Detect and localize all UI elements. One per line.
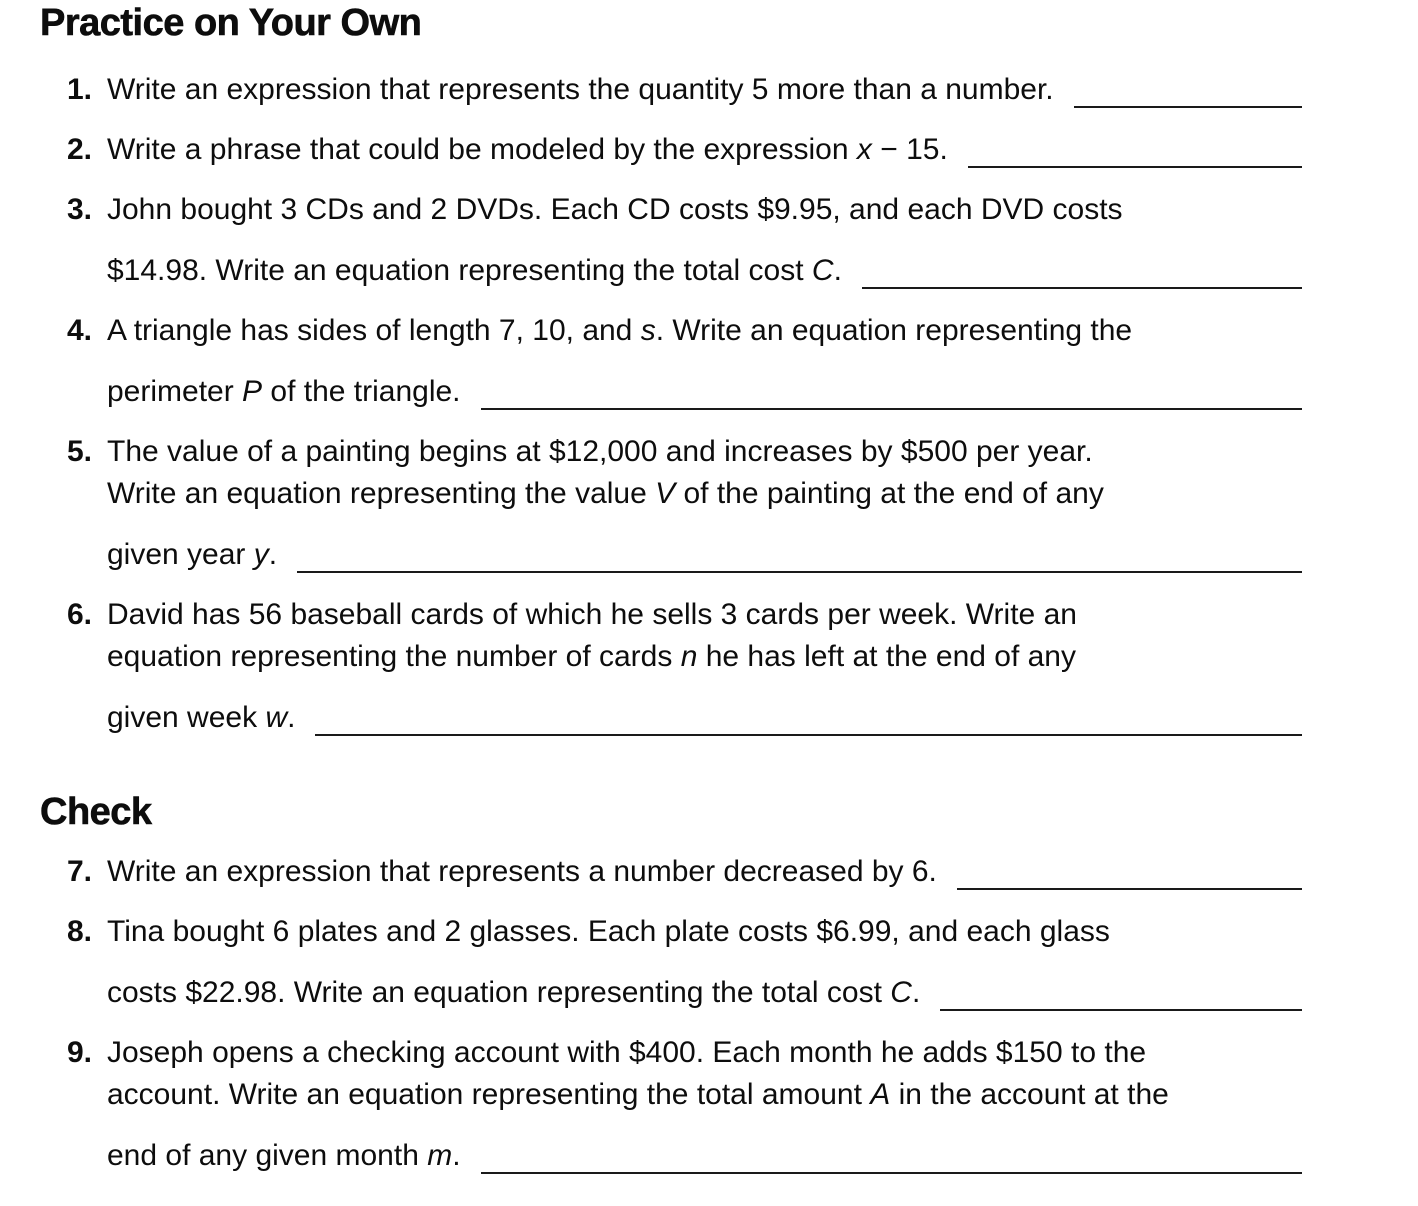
text-segment: A triangle has sides of length 7, 10, and	[107, 314, 641, 347]
problem-number: 6.	[66, 598, 92, 631]
problem-text	[107, 594, 1077, 636]
math-variable: C	[811, 254, 834, 287]
text-segment: of the painting at the end of any	[675, 477, 1104, 510]
problem-line	[107, 911, 1302, 953]
problem-body	[92, 911, 1302, 1014]
problem-text	[107, 972, 920, 1014]
answer-blank	[862, 247, 1302, 289]
math-variable: P	[242, 375, 263, 408]
problem-line	[107, 310, 1302, 352]
problem-number: 2.	[66, 133, 92, 166]
problem-text	[107, 129, 948, 171]
problem-item	[40, 189, 1302, 292]
answer-blank	[297, 531, 1302, 573]
text-segment: $14.98. Write an equation representing the total cost	[107, 254, 812, 287]
problem-number: 7.	[66, 855, 92, 888]
problem-line	[107, 534, 1302, 576]
text-segment: end of any given month	[107, 1139, 428, 1172]
problem-item	[40, 129, 1302, 171]
problem-line	[107, 594, 1302, 636]
problem-item	[40, 69, 1302, 111]
problem-item	[40, 310, 1302, 413]
text-segment: − 15.	[871, 133, 948, 166]
problem-number: 4.	[66, 314, 92, 347]
problem-number: 1.	[66, 73, 92, 106]
problem-text	[107, 189, 1123, 231]
text-segment: Joseph opens a checking account with $400. Each month he adds $150 to the	[107, 1036, 1147, 1069]
problem-body	[92, 129, 1302, 171]
math-variable: V	[655, 477, 676, 510]
text-segment: perimeter	[107, 375, 243, 408]
math-variable: y	[253, 538, 269, 571]
problem-line	[107, 129, 1302, 171]
problem-line	[107, 851, 1302, 893]
text-segment: The value of a painting begins at $12,000 and increases by $500 per year.	[107, 435, 1093, 468]
problem-text	[107, 1074, 1169, 1116]
text-segment: given year	[107, 538, 254, 571]
problem-body	[92, 594, 1302, 739]
problem-line	[107, 697, 1302, 739]
problem-text	[107, 310, 1132, 352]
text-segment: given week	[107, 701, 266, 734]
problem-text	[107, 636, 1076, 678]
math-variable: x	[856, 133, 872, 166]
problem-line	[107, 1135, 1302, 1177]
problem-text	[107, 473, 1104, 515]
problem-list	[40, 851, 1302, 1177]
text-segment: Write an expression that represents a number decreased by 6.	[107, 855, 937, 888]
problem-body	[92, 1032, 1302, 1177]
text-segment: he has left at the end of any	[697, 640, 1076, 673]
problem-number: 8.	[66, 915, 92, 948]
problem-item	[40, 594, 1302, 739]
math-variable: A	[870, 1078, 891, 1111]
answer-blank	[940, 969, 1302, 1011]
problem-text	[107, 371, 461, 413]
problem-line	[107, 189, 1302, 231]
text-segment: equation representing the number of cards	[107, 640, 681, 673]
problem-body	[92, 69, 1302, 111]
text-segment: .	[833, 254, 842, 287]
problem-line	[107, 431, 1302, 473]
answer-blank	[957, 848, 1302, 890]
text-segment: . Write an equation representing the	[655, 314, 1133, 347]
text-segment: .	[911, 976, 921, 1009]
problem-line	[107, 473, 1302, 515]
text-segment: John bought 3 CDs and 2 DVDs. Each CD costs $9.95, and each DVD costs	[107, 193, 1123, 226]
text-segment: .	[452, 1139, 461, 1172]
text-segment: David has 56 baseball cards of which he sells 3 cards per week. Write an	[107, 598, 1077, 631]
text-segment: in the account at the	[890, 1078, 1169, 1111]
text-segment: account. Write an equation representing the total amount	[107, 1078, 871, 1111]
text-segment: costs $22.98. Write an equation representing the total cost	[107, 976, 891, 1009]
problem-number: 3.	[66, 193, 92, 226]
answer-blank	[968, 126, 1302, 168]
text-segment: Write an equation representing the value	[107, 477, 656, 510]
problem-line	[107, 972, 1302, 1014]
problem-body	[92, 851, 1302, 893]
problem-number: 9.	[66, 1036, 92, 1069]
problem-line	[107, 1074, 1302, 1116]
problem-line	[107, 250, 1302, 292]
math-variable: s	[640, 314, 656, 347]
problem-item	[40, 1032, 1302, 1177]
text-segment: .	[268, 538, 278, 571]
answer-blank	[315, 694, 1302, 736]
math-variable: w	[265, 701, 288, 734]
math-variable: m	[427, 1139, 453, 1172]
problem-text	[107, 250, 842, 292]
problem-text	[107, 1032, 1146, 1074]
problem-text	[107, 431, 1093, 473]
text-segment: .	[287, 701, 296, 734]
problem-line	[107, 636, 1302, 678]
answer-blank	[1074, 66, 1302, 108]
problem-item	[40, 431, 1302, 576]
problem-line	[107, 69, 1302, 111]
problem-text	[107, 697, 295, 739]
problem-item	[40, 851, 1302, 893]
text-segment: Write a phrase that could be modeled by the expression	[107, 133, 857, 166]
problem-line	[107, 1032, 1302, 1074]
math-variable: C	[890, 976, 912, 1009]
section-heading: Check	[40, 791, 152, 833]
text-segment: Write an expression that represents the quantity 5 more than a number.	[107, 73, 1054, 106]
section-heading: Practice on Your Own	[40, 2, 422, 44]
problem-text	[107, 851, 937, 893]
problem-list	[40, 69, 1302, 739]
answer-blank	[481, 368, 1302, 410]
math-variable: n	[680, 640, 698, 673]
problem-text	[107, 911, 1110, 953]
problem-text	[107, 534, 277, 576]
text-segment: of the triangle.	[262, 375, 461, 408]
problem-number: 5.	[66, 435, 92, 468]
problem-text	[107, 69, 1054, 111]
problem-body	[92, 431, 1302, 576]
problem-text	[107, 1135, 461, 1177]
problem-body	[92, 189, 1302, 292]
problem-item	[40, 911, 1302, 1014]
text-segment: Tina bought 6 plates and 2 glasses. Each plate costs $6.99, and each glass	[107, 915, 1110, 948]
problem-line	[107, 371, 1302, 413]
problem-body	[92, 310, 1302, 413]
answer-blank	[481, 1132, 1302, 1174]
